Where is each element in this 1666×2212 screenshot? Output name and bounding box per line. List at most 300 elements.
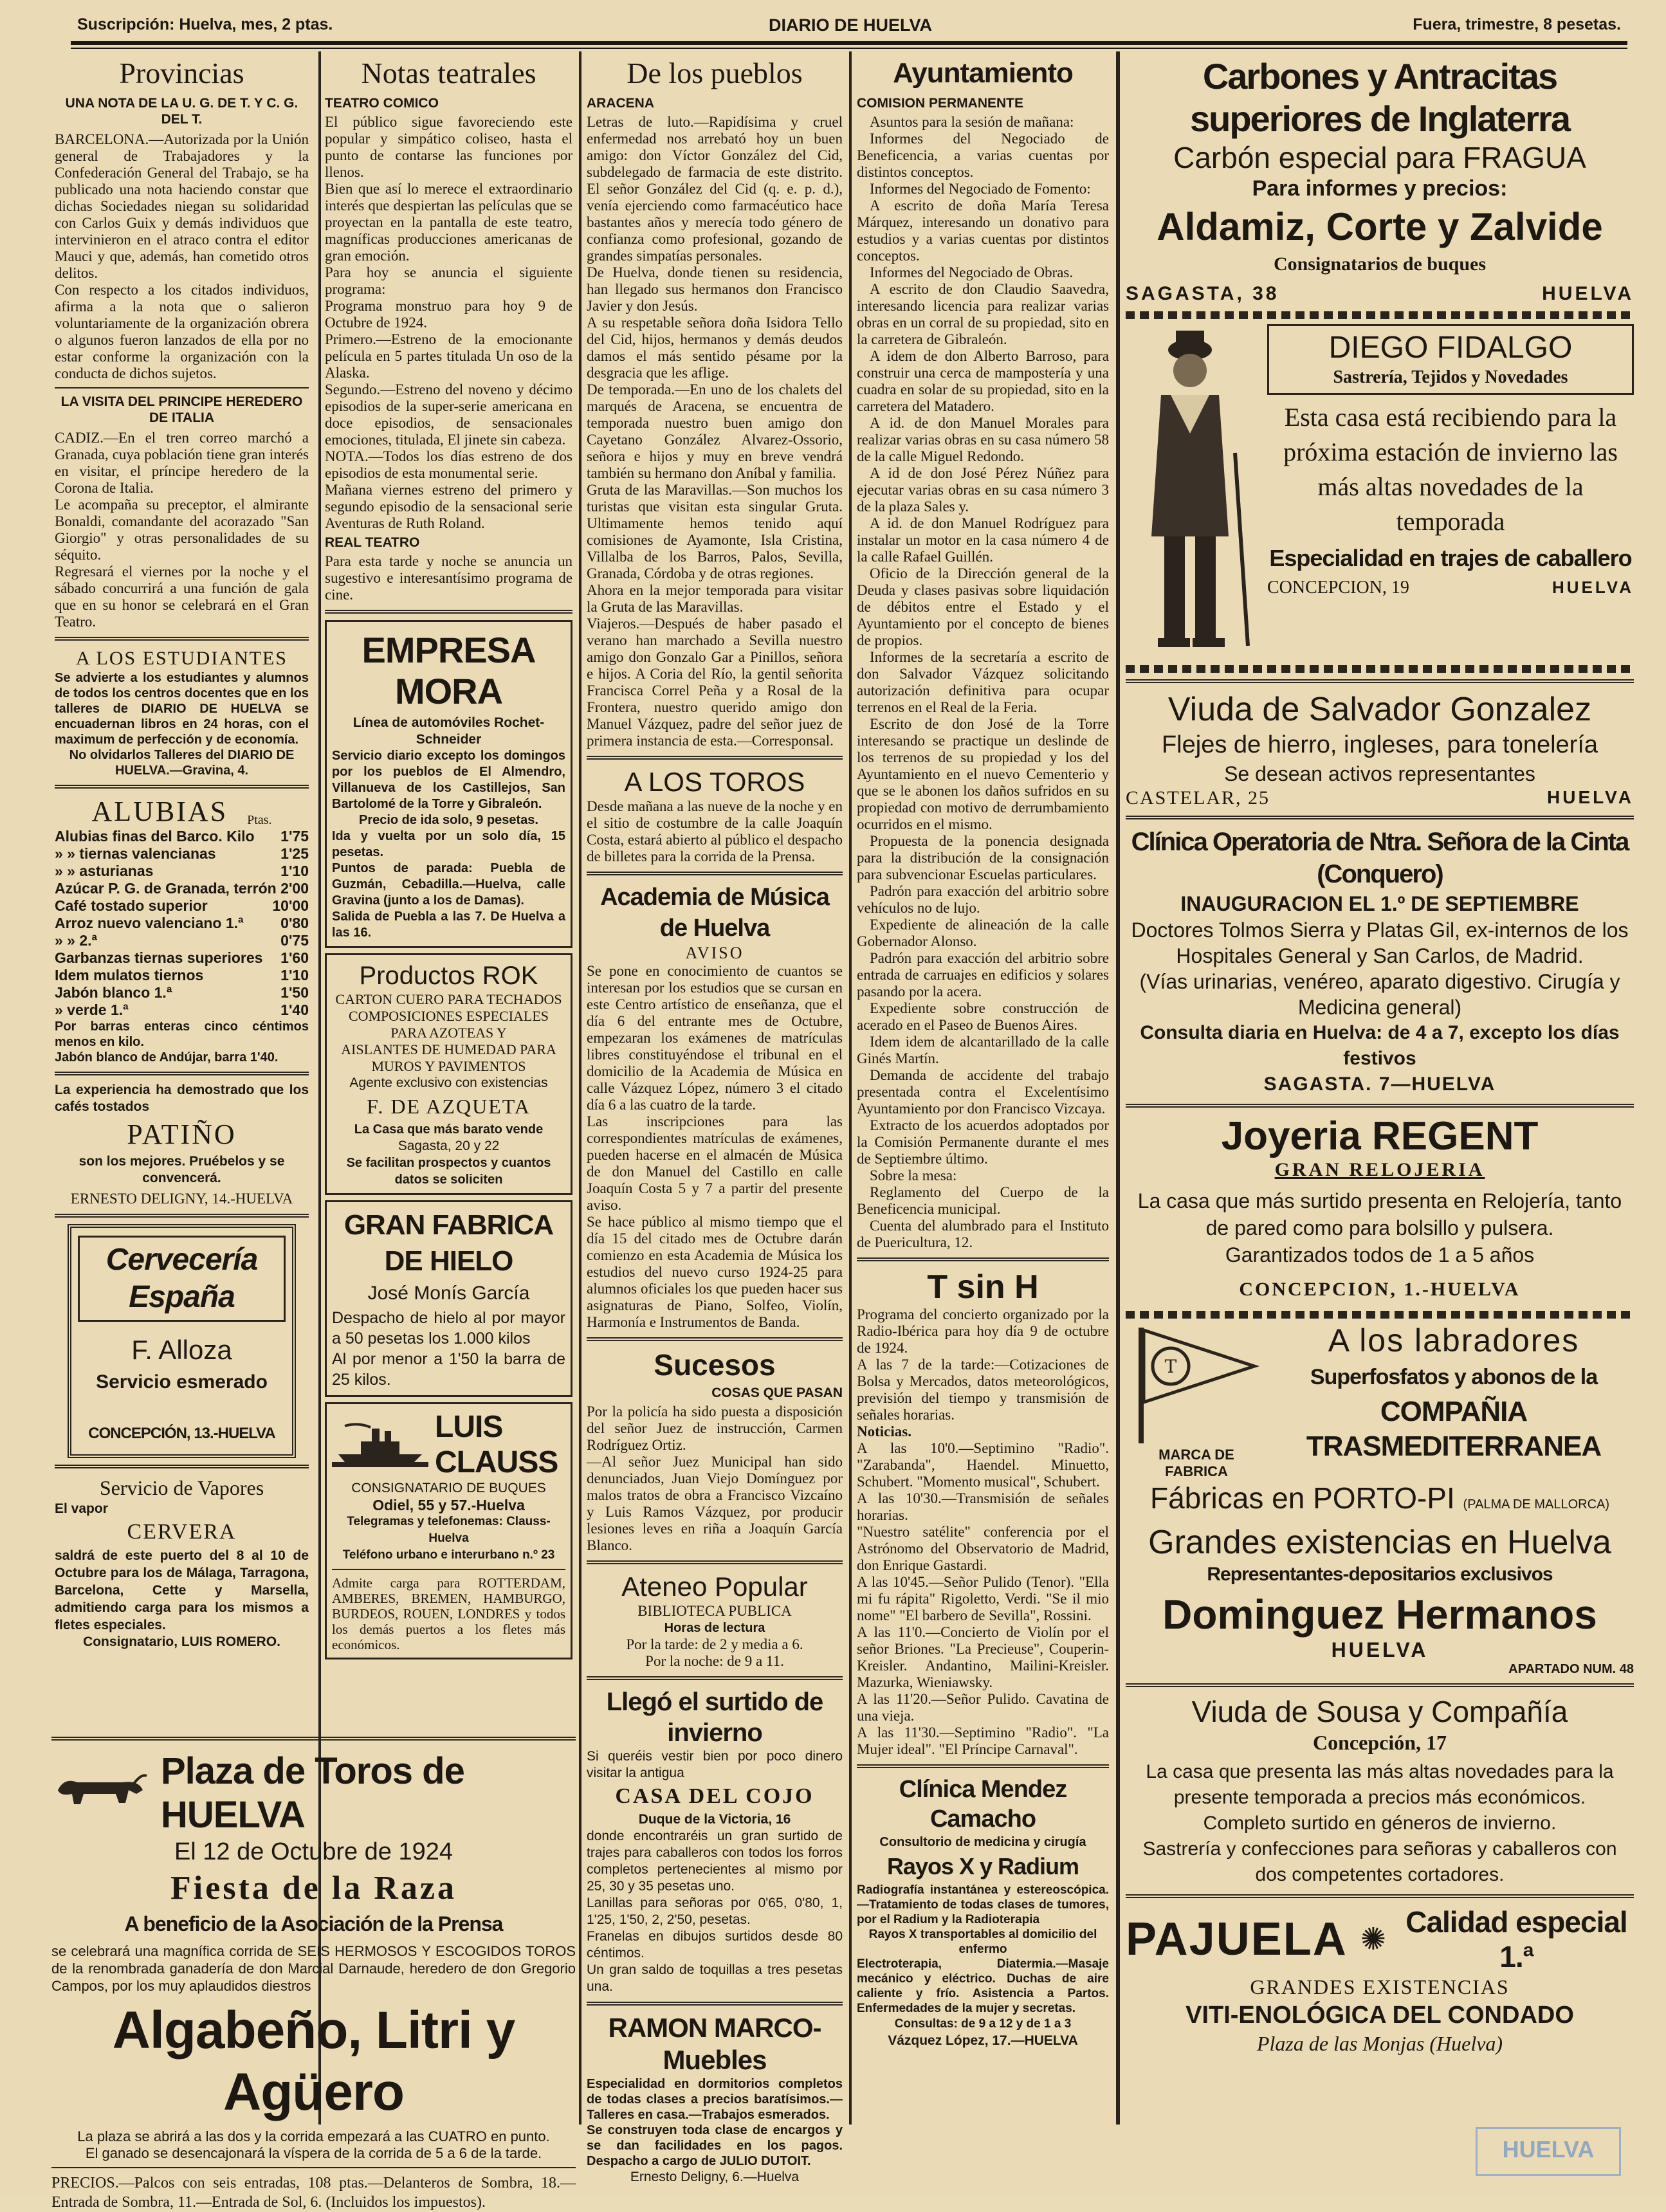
patino-text: son los mejores. Pruébelos y se convencerá. — [78, 1154, 285, 1185]
clinica-mendez-heading: Clínica Mendez Camacho — [899, 1776, 1067, 1833]
ramon-text: Se construyen toda clase de encargos y se dan facilidades en los pagos. Despacho a cargo de JULIO DUTOIT. — [587, 2123, 843, 2168]
marca-fabrica: MARCA DE FABRICA — [1158, 1447, 1234, 1479]
divider — [55, 1072, 309, 1075]
vapores-text: saldrá de este puerto del 8 al 10 de Octubre para los de Málaga, Tarragona, Barcelona, Cette y Marsella, admitiendo carga para los mismos a fletes especiales. — [55, 1548, 309, 1632]
teatro-paragraph: Para esta tarde y noche se anuncia un sugestivo e interesantísimo programa de cine. — [325, 553, 572, 603]
price-value: 1'10 — [280, 863, 309, 879]
diego-address: CONCEPCION, 19 — [1267, 578, 1409, 598]
teatro-paragraph: Mañana viernes estreno del primero y segundo episodio de la sensacional serie Aventuras de Ruth Roland. — [325, 482, 572, 531]
ornament-border — [1126, 311, 1634, 319]
a-los-toros-heading: A LOS TOROS — [624, 767, 805, 797]
price-row — [55, 1001, 309, 1019]
alubias-unit: Ptas. — [247, 813, 272, 827]
toreros-names: Algabeño, Litri y Agüero — [112, 2001, 515, 2121]
labradores-ad — [1126, 1321, 1634, 1480]
clinica-operatoria-name: Clínica Operatoria de Ntra. Señora de la Cinta (Conquero) — [1131, 828, 1629, 888]
pajuela-quality: Calidad especial 1.ª — [1405, 1905, 1627, 1973]
mora-name: EMPRESA MORA — [362, 630, 536, 711]
ramon-address: Ernesto Deligny, 6.—Huelva — [630, 2170, 800, 2184]
column-3 — [587, 55, 843, 2184]
divider — [55, 1214, 309, 1218]
rok-text: Agente exclusivo con existencias — [349, 1075, 548, 1090]
divider — [587, 756, 843, 760]
ateneo-text: Horas de lectura — [664, 1621, 765, 1635]
price-item: Idem mulatos tiernos — [55, 967, 204, 983]
invierno-text: Lanillas para señoras por 0'65, 0'80, 1, 1'25, 1'50, 2, 2'50, pesetas. — [587, 1896, 843, 1927]
labradores-text: Superfosfatos y abonos de la — [1310, 1365, 1598, 1389]
steamship-icon — [332, 1422, 428, 1467]
ateneo-text: Por la tarde: de 2 y media a 6. — [626, 1636, 803, 1652]
clinica-text: Consulta diaria en Huelva: de 4 a 7, excepto los días festivos — [1140, 1022, 1620, 1069]
ayuntamiento-item: A id de don José Pérez Núñez para ejecutar varias obras en su casa número 3 de la plaza Sales y. — [857, 465, 1109, 515]
divider — [51, 2167, 576, 2168]
column-rule — [1116, 51, 1120, 2125]
viuda-text: Se desean activos representantes — [1224, 762, 1535, 785]
ateneo-text: Por la noche: de 9 a 11. — [645, 1653, 784, 1669]
pueblos-paragraph: Letras de luto.—Rapidísima y cruel enfermedad nos arrebató hoy un buen amigo: don Víctor González del Cid, subdelegado de farmacia de este distrito. El señor González del Cid (q. e. p. d.), venía ejerciendo como farmacéutico hace bastantes años y merecía todo género de confianza como profesional, gozando de grandes simpatías personales. — [587, 114, 843, 264]
radio-text: Programa del concierto organizado por la Radio-Ibérica para hoy día 9 de octubre de 1924. — [857, 1306, 1109, 1356]
divider — [1126, 816, 1634, 819]
rok-text: CARTON CUERO PARA TECHADOS — [335, 991, 562, 1007]
joyeria-text: Garantizados todos de 1 a 5 años — [1225, 1243, 1535, 1266]
diego-fidalgo-ad — [1126, 324, 1634, 659]
aldamiz-firm: Aldamiz, Corte y Zalvide — [1157, 205, 1603, 248]
header-rule-thin — [71, 48, 1627, 49]
divider — [1126, 679, 1634, 683]
viuda-address-row — [1126, 787, 1634, 809]
divider — [857, 1764, 1109, 1768]
corrida-text: El ganado se desencajonará la víspera de la corrida de 5 a 6 de la tarde. — [85, 2145, 542, 2161]
price-item: Azúcar P. G. de Granada, terrón — [55, 880, 277, 897]
hielo-name: GRAN FABRICA DE HIELO — [343, 1209, 554, 1277]
mora-text: Servicio diario excepto los domingos por los pueblos de El Almendro, Villanueva de los Castillejos, San Bartolomé de la Torre y Gibraleón. — [332, 749, 565, 811]
sucesos-heading: Sucesos — [654, 1348, 776, 1382]
ayuntamiento-item: A id. de don Manuel Morales para realizar varias obras en su casa número 58 de la calle Miguel Redondo. — [857, 415, 1109, 464]
ornament-border — [1126, 665, 1634, 673]
fiesta-raza: Fiesta de la Raza — [170, 1870, 457, 1906]
svg-text:T: T — [1164, 1356, 1177, 1377]
cerveceria-service: Servicio esmerado — [96, 1371, 268, 1393]
ateneo-heading: Ateneo Popular — [621, 1571, 808, 1602]
fabrica-hielo-ad — [325, 1200, 572, 1397]
price-row — [55, 897, 309, 915]
price-row — [55, 863, 309, 880]
pajuela-name: PAJUELA — [1126, 1914, 1348, 1965]
price-row — [55, 984, 309, 1001]
teatro-paragraph: Para hoy se anuncia el siguiente programa: — [325, 264, 572, 297]
price-value: 1'10 — [280, 967, 309, 983]
price-value: 10'00 — [272, 897, 309, 914]
ayuntamiento-heading: Ayuntamiento — [893, 57, 1073, 89]
price-value: 0'75 — [280, 932, 309, 949]
sucesos-sub: COSAS QUE PASAN — [711, 1385, 843, 1400]
vapores-sub: El vapor — [55, 1501, 108, 1516]
column-2 — [325, 55, 572, 1732]
ayuntamiento-item: Informes de la secretaría a escrito de don Salvador Vázquez solicitando autorización definitiva para ocupar terrenos en el Real de la Feria. — [857, 649, 1109, 715]
academia-paragraph: Las inscripciones para las correspondientes matrículas de exámenes, pueden hacerse en el almacén de Música de don Manuel del Castillo en calle Joaquín Costa 5 y 7 a partir del presente aviso. — [587, 1113, 843, 1213]
sousa-address: Concepción, 17 — [1313, 1731, 1447, 1754]
price-item: Café tostado superior — [55, 897, 208, 914]
invierno-text: Si queréis vestir bien por poco dinero visitar la antigua — [587, 1749, 843, 1780]
radio-text: A las 11'0.—Concierto de Violín por el señor Briones. "La Precieuse", Couperin-Kreisler. Andantino, Mailini-Kreisler. Mazurka, Wieniawsky. — [857, 1624, 1109, 1690]
carbones-text: Para informes y precios: — [1252, 176, 1508, 201]
price-item: » » tiernas valencianas — [55, 845, 216, 862]
radio-text: "Nuestro satélite" conferencia por el Astrónomo del Observatorio de Madrid, don Enrique Gastardi. — [857, 1524, 1109, 1573]
labradores-heading: A los labradores — [1328, 1322, 1580, 1358]
mora-text: Precio de ida solo, 9 pesetas. — [358, 813, 538, 827]
hielo-owner: José Monís García — [367, 1283, 530, 1304]
porto-pi-text: Fábricas en PORTO-PI — [1149, 1481, 1455, 1515]
invierno-text: Franelas en dibujos surtidos desde 80 céntimos. — [587, 1929, 843, 1961]
ayuntamiento-item: Escrito de don José de la Torre interesando se practique un deslinde de los terrenos de su propiedad y los del Ayuntamiento en el nuevo Cementerio y que se le abonen los daños sufridos en su propiedad con motivo de derrumbamiento ocurridos en el mismo. — [857, 716, 1109, 832]
pajuela-address: Plaza de las Monjas (Huelva) — [1256, 2032, 1503, 2055]
mendez-text: Rayos X transportables al domicilio del enfermo — [868, 1928, 1097, 1956]
hielo-text: Al por menor a 1'50 la barra de 25 kilos. — [332, 1350, 565, 1389]
dominguez-firm: Dominguez Hermanos — [1162, 1591, 1597, 1638]
page-header — [71, 9, 1627, 40]
divider — [325, 610, 572, 614]
ayuntamiento-item: Informes del Negociado de Beneficencia, a varias cuentas por distintos conceptos. — [857, 131, 1109, 180]
viuda-text: Flejes de hierro, ingleses, para tonelería — [1161, 731, 1598, 758]
archive-stamp: HUELVA — [1476, 2127, 1621, 2176]
radio-text: A las 10'0.—Septimino "Radio". "Zarabanda", Haendel. Minuetto, Schubert. "Momento musical", Schubert. — [857, 1440, 1109, 1490]
mendez-rayos: Rayos X y Radium — [886, 1853, 1079, 1879]
price-row — [55, 915, 309, 932]
pueblos-paragraph: A su respetable señora doña Isidora Tello del Cid, hijos, hermanos y demás deudos damos el más sentido pésame por la desgracia que les aflige. — [587, 315, 843, 381]
divider — [55, 1465, 309, 1468]
corrida-text: La plaza se abrirá a las dos y la corrida empezará a las CUATRO en punto. — [77, 2128, 550, 2144]
provincias-paragraph: BARCELONA.—Autorizada por la Unión general de Trabajadores y la Confederación General del Trabajo, se ha publicado una nota haciendo constar que dichas Sociedades niegan su solidaridad con Carlos Guix y demás individuos que intervinieron en el atraco contra el editor Mauci y que, además, han cometido otros delitos. — [55, 131, 309, 281]
cerveceria-ad — [68, 1224, 296, 1458]
price-row — [55, 932, 309, 949]
provincias-heading: Provincias — [119, 57, 244, 89]
teatro-paragraph: El público sigue favoreciendo este popular y simpático coliseo, hasta el punto de contarse las funciones por llenos. — [325, 114, 572, 180]
mora-text: Salida de Puebla a las 7. De Huelva a las 16. — [332, 909, 565, 940]
carbones-text: Consignatarios de buques — [1273, 253, 1487, 275]
carbones-text: Carbón especial para FRAGUA — [1173, 141, 1586, 174]
visita-paragraph: Le acompaña su preceptor, el almirante Bonaldi, comandante del acorazado "San Giorgio" y otras personalidades de su séquito. — [55, 497, 309, 563]
sucesos-paragraph: Por la policía ha sido puesta a disposición del señor Juez de instrucción, Carmen Rodríguez Ortiz. — [587, 1403, 843, 1453]
divider — [587, 872, 843, 875]
teatro-paragraph: NOTA.—Todos los días estreno de dos episodios de esta monumental serie. — [325, 448, 572, 481]
price-value: 1'75 — [280, 828, 309, 845]
clinica-text: Doctores Tolmos Sierra y Platas Gil, ex-internos de los Hospitales General y San Carlos, de Madrid. — [1131, 919, 1629, 967]
rok-text: Se facilitan prospectos y cuantos datos se soliciten — [346, 1156, 551, 1187]
notas-teatrales-heading: Notas teatrales — [361, 57, 536, 89]
ayuntamiento-item: Informes del Negociado de Fomento: — [870, 181, 1091, 197]
price-row — [55, 880, 309, 897]
subscription-local: Suscripción: Huelva, mes, 2 ptas. — [77, 15, 333, 33]
price-item: » verde 1.ª — [55, 1001, 129, 1018]
patino-address: ERNESTO DELIGNY, 14.-HUELVA — [70, 1191, 293, 1207]
trasmediterranea: COMPAÑIA TRASMEDITERRANEA — [1306, 1396, 1602, 1462]
radio-text: A las 10'30.—Transmisión de señales horarias. — [857, 1490, 1109, 1523]
pueblos-paragraph: De temporada.—En uno de los chalets del marqués de Aracena, se encuentra de temporada nuestro buen amigo don Cayetano González Alvarez-Ossorio, señora e hijos y muy en breve vendrá también su hermano don Aníbal y familia. — [587, 381, 843, 481]
ayuntamiento-item: Asuntos para la sesión de mañana: — [870, 114, 1074, 130]
joyeria-name: Joyeria REGENT — [1221, 1114, 1539, 1158]
flag-trademark-icon — [1132, 1321, 1261, 1443]
vapores-ship: CERVERA — [127, 1520, 237, 1544]
cerveceria-name: Cervecería España — [78, 1236, 286, 1322]
clinica-operatoria-ad — [1126, 826, 1634, 1097]
representantes: Representantes-depositarios exclusivos — [1207, 1564, 1553, 1585]
sousa-text: La casa que presenta las más altas novedades para la presente temporada a precios más económicos. — [1146, 1761, 1614, 1808]
mora-text: Ida y vuelta por un solo día, 15 pesetas. — [332, 829, 565, 859]
mora-text: Puntos de parada: Puebla de Guzmán, Cebadilla.—Huelva, calle Gravina (junto a los de Damas). — [332, 861, 565, 908]
estudiantes-footer: No olvidarlos Talleres del DIARIO DE HUELVA.—Gravina, 4. — [69, 748, 295, 778]
divider — [55, 637, 309, 641]
ayuntamiento-item: Expediente de alineación de la calle Gobernador Alonso. — [857, 917, 1109, 949]
casa-del-cojo: CASA DEL COJO — [615, 1784, 814, 1808]
ayuntamiento-item: Demanda de accidente del trabajo presentada contra el Excelentísimo Ayuntamiento por don Francisco Vizcaya. — [857, 1067, 1109, 1117]
carbones-address: SAGASTA, 38 — [1126, 283, 1279, 304]
sousa-text: Completo surtido en géneros de invierno. — [1203, 1813, 1557, 1834]
de-los-pueblos-heading: De los pueblos — [627, 57, 803, 89]
price-item: Alubias finas del Barco. Kilo — [55, 828, 255, 845]
dominguez-city: HUELVA — [1331, 1638, 1429, 1661]
ayuntamiento-item: Propuesta de la ponencia designada para la distribución de la consignación para subvencionar Escuelas particulares. — [857, 833, 1109, 882]
corrida-text: se celebrará una magnífica corrida de SEIS HERMOSOS Y ESCOGIDOS TOROS de la renombrada ganadería de don Marcial Darnaude, heredero de don Gregorio Campos, por los muy aplaudidos diestros — [51, 1943, 576, 1994]
clauss-text: Admite carga para ROTTERDAM, AMBERES, BREMEN, HAMBURGO, BURDEOS, ROUEN, LONDRES y todos los demás puertos a los fletes más económicos. — [332, 1575, 565, 1652]
viuda-sousa-name: Viuda de Sousa y Compañía — [1191, 1695, 1568, 1728]
mendez-text: Consultorio de medicina y cirugía — [879, 1835, 1086, 1849]
mendez-text: Consultas: de 9 a 12 y de 1 a 3 — [894, 2017, 1072, 2031]
diego-specialty: Especialidad en trajes de caballero — [1269, 545, 1632, 571]
price-row — [55, 845, 309, 863]
viuda-city: HUELVA — [1547, 787, 1634, 807]
joyeria-sub: GRAN RELOJERIA — [1274, 1159, 1485, 1180]
precios-text: PRECIOS.—Palcos con seis entradas, 108 ptas.—Delanteros de Sombra, 18.—Entrada de Sombra, 11.—Entrada de Sol, 6. (Incluidos los impuestos). — [51, 2175, 576, 2211]
carbones-heading: Carbones y Antracitas superiores de Inglaterra — [1189, 56, 1570, 139]
viuda-gonzalez-ad — [1126, 690, 1634, 809]
sousa-text: Sastrería y confecciones para señoras y caballeros con dos competentes cortadores. — [1142, 1838, 1617, 1885]
column-rule — [849, 51, 852, 2125]
alubias-heading: ALUBIAS — [91, 796, 228, 827]
sucesos-paragraph: —Al señor Juez Municipal han sido denunciados, Juan Viejo Domínguez por malos tratos de obra a Francisco Vizcaíno y Luis Ramos Vázquez, por producir lesiones leves en riña a Joaquín García Blanco. — [587, 1454, 843, 1553]
rok-text: AISLANTES DE HUMEDAD PARA MUROS Y PAVIMENTOS — [341, 1041, 556, 1074]
dominguez-ad — [1126, 1480, 1634, 1677]
teatro-paragraph: Programa monstruo para hoy 9 de Octubre de 1924. — [325, 298, 572, 331]
radio-text: A las 11'30.—Septimino "Radio". "La Mujer ideal". "El Príncipe Carnaval". — [857, 1724, 1109, 1757]
corrida-date: El 12 de Octubre de 1924 — [174, 1838, 453, 1865]
price-item: » » 2.ª — [55, 932, 98, 949]
ornament-border — [1126, 1311, 1634, 1319]
estudiantes-notice: Se advierte a los estudiantes y alumnos de todos los centros docentes que en los talleres de DIARIO DE HUELVA se encuadernan libros en 24 horas, con el maximum de perfección y de economía. — [55, 671, 309, 747]
teatro-paragraph: Segundo.—Estreno del noveno y décimo episodios de la super-serie americana en doce episodios, de sensacionales emociones, titulada, El jinete sin cabeza. — [325, 381, 572, 448]
divider — [332, 1569, 565, 1570]
empresa-mora-ad — [325, 620, 572, 948]
diego-text: Esta casa está recibiendo para la próxima estación de invierno las más altas novedades de la temporada — [1283, 403, 1618, 536]
hielo-text: Despacho de hielo al por mayor a 50 pesetas los 1.000 kilos — [332, 1309, 565, 1348]
diego-text: Sastrería, Tejidos y Novedades — [1333, 367, 1568, 387]
cerveceria-address: CONCEPCIÓN, 13.-HUELVA — [88, 1425, 275, 1442]
palma-mallorca: (PALMA DE MALLORCA) — [1463, 1497, 1610, 1512]
pajuela-text: VITI-ENOLÓGICA DEL CONDADO — [1185, 2002, 1574, 2029]
radio-text: A las 11'20.—Señor Pulido. Cavatina de una vieja. — [857, 1691, 1109, 1724]
price-value: 2'00 — [280, 880, 309, 897]
clinica-address: SAGASTA. 7—HUELVA — [1263, 1074, 1496, 1095]
clauss-name: LUIS CLAUSS — [435, 1410, 558, 1479]
real-teatro-subhead: REAL TEATRO — [325, 535, 420, 550]
column-rule — [579, 51, 581, 2125]
ayuntamiento-item: Oficio de la Dirección general de la Deuda y clases pasivas sobre liquidación de débitos entre el Estado y el Ayuntamiento por el concepto de bienes de propios. — [857, 565, 1109, 648]
provincias-subhead: UNA NOTA DE LA U. G. DE T. Y C. G. DEL T. — [65, 96, 298, 127]
clauss-text: Teléfono urbano e interurbano n.º 23 — [342, 1548, 555, 1562]
patino-brand: PATIÑO — [127, 1119, 237, 1150]
productos-rok-ad — [325, 953, 572, 1195]
plaza-toros-heading: Plaza de Toros de HUELVA — [161, 1750, 464, 1836]
visita-paragraph: Regresará el viernes por la noche y el sábado concurrirá a una función de gala que en su honor se celebrará en el Gran Teatro. — [55, 563, 309, 630]
radio-text: A las 7 de la tarde:—Cotizaciones de Bolsa y Mercados, datos meteorológicos, previsión del tiempo y transmisión de señales horarias. — [857, 1357, 1109, 1423]
price-item: Jabón blanco 1.ª — [55, 984, 172, 1001]
rok-name: Productos ROK — [359, 962, 538, 990]
divider — [857, 1257, 1109, 1261]
ayuntamiento-item: Padrón para exacción del arbitrio sobre entrada de carruajes en edificios y solares pasando por la acera. — [857, 950, 1109, 1000]
radio-text: Noticias. — [857, 1423, 911, 1440]
price-value: 1'40 — [280, 1001, 309, 1018]
ramon-text: Especialidad en dormitorios completos de todas clases a precios baratísimos.—Talleres en casa.—Trabajos esmerados. — [587, 2077, 843, 2122]
divider — [587, 1337, 843, 1341]
teatro-paragraph: Bien que así lo merece el extraordinario interés que despiertan las películas que se proyectan en la pantalla de este teatro, magníficas producciones americanas de gran emoción. — [325, 181, 572, 264]
plaza-toros-ad — [51, 1737, 576, 2211]
mora-sub: Línea de automóviles Rochet-Schneider — [352, 715, 545, 747]
ayuntamiento-item: Idem idem de alcantarillado de la calle Ginés Martín. — [857, 1034, 1109, 1066]
ramon-marco-heading: RAMON MARCO-Muebles — [608, 2013, 821, 2075]
divider — [587, 1560, 843, 1564]
carbones-city: HUELVA — [1542, 283, 1634, 304]
divider — [587, 1676, 843, 1680]
rok-address: Sagasta, 20 y 22 — [398, 1138, 500, 1153]
academia-heading: Academia de Música de Huelva — [600, 884, 829, 942]
price-note: Jabón blanco de Andújar, barra 1'40. — [55, 1050, 279, 1065]
teatro-paragraph: Primero.—Estreno de la emocionante película en 5 partes titulada Un oso de la Alaska. — [325, 331, 572, 381]
provincias-paragraph: Con respecto a los citados individuos, afirma a la nota que o salieron voluntariamente de la organización obrera o algunos fueron lanzados de ella por no estar conforme la organización con la conducta de dichos sujetos. — [55, 282, 309, 381]
subscription-outside: Fuera, trimestre, 8 pesetas. — [1413, 15, 1621, 33]
price-row — [55, 967, 309, 984]
teatro-comico-subhead: TEATRO COMICO — [325, 96, 439, 111]
ayuntamiento-items — [857, 114, 1109, 1251]
pajuela-text: GRANDES EXISTENCIAS — [1250, 1975, 1510, 1998]
pueblos-paragraph: Gruta de las Maravillas.—Son muchos los turistas que visitan esta singular Gruta. Ultimamente hemos tenido aquí comisiones de Ayamonte, Isla Cristina, Villalba de los Barros, Palos, Sevilla, Granada, Córdoba y de otras regiones. — [587, 482, 843, 581]
estudiantes-heading: A LOS ESTUDIANTES — [75, 648, 288, 669]
vapores-consignee: Consignatario, LUIS ROMERO. — [83, 1634, 280, 1649]
joyeria-regent-ad — [1126, 1114, 1634, 1301]
price-row — [55, 949, 309, 967]
existencias-huelva: Grandes existencias en Huelva — [1148, 1524, 1611, 1561]
price-item: Arroz nuevo valenciano 1.ª — [55, 915, 244, 931]
price-value: 0'80 — [280, 915, 309, 931]
divider — [587, 2002, 843, 2006]
invierno-text: Un gran saldo de toquillas a tres pesetas una. — [587, 1962, 843, 1994]
ayuntamiento-item: Informes del Negociado de Obras. — [870, 264, 1074, 280]
mendez-text: Radiografía instantánea y estereoscópica.—Tratamiento de todas clases de tumores, por el Radium y la Radioterapia — [857, 1883, 1109, 1926]
divider — [1126, 1894, 1634, 1898]
bull-icon — [51, 1771, 148, 1816]
rok-text: La Casa que más barato vende — [354, 1122, 544, 1137]
divider — [55, 785, 309, 789]
apartado: APARTADO NUM. 48 — [1508, 1662, 1634, 1676]
viuda-address: CASTELAR, 25 — [1126, 787, 1270, 809]
invierno-heading: Llegó el surtido de invierno — [606, 1688, 823, 1747]
price-item: » » asturianas — [55, 863, 154, 879]
alubias-header — [55, 795, 309, 828]
masthead: DIARIO DE HUELVA — [769, 15, 933, 35]
price-row — [55, 828, 309, 845]
gentleman-figure-icon — [1126, 324, 1261, 659]
ayuntamiento-item: Extracto de los acuerdos adoptados por la Comisión Permanente durante el mes de Septiembre último. — [857, 1117, 1109, 1167]
ayuntamiento-item: A id. de don Manuel Rodríguez para instalar un motor en la casa número 4 de la calle Rafael Guillén. — [857, 515, 1109, 565]
divider — [1126, 1683, 1634, 1687]
price-value: 1'60 — [280, 949, 309, 966]
ayuntamiento-item: Cuenta del alumbrado para el Instituto de Puericultura, 12. — [857, 1218, 1109, 1250]
ayuntamiento-item: Padrón para exacción del arbitrio sobre vehículos no de lujo. — [857, 883, 1109, 916]
patino-intro: La experiencia ha demostrado que los cafés tostados — [55, 1083, 309, 1114]
mendez-text: Electroterapia, Diatermia.—Masaje mecánico y eléctrico. Duchas de aire caliente y frío. Asistencia a Partos. Enfermedades de la mujer y secretas. — [857, 1957, 1109, 2015]
cerveceria-owner: F. Alloza — [131, 1335, 232, 1365]
radio-text: A las 10'45.—Señor Pulido (Tenor). "Ella mi fu rápita" Rigoletto, Verdi. "Se il mio nome" "El barbero de Sevilla", Rossini. — [857, 1574, 1109, 1623]
rok-text: COMPOSICIONES ESPECIALES PARA AZOTEAS Y — [348, 1008, 549, 1041]
pajuela-ad — [1126, 1905, 1634, 2056]
viuda-gonzalez-name: Viuda de Salvador Gonzalez — [1167, 691, 1592, 728]
divider — [55, 387, 309, 388]
pueblos-paragraph: Viajeros.—Después de haber pasado el verano han marchado a Sevilla nuestro amigo don Gonzalo Gar a Pinillos, señora e hijos. A Coria del Río, la gentil señorita Francisca Correl Peña y a Rosal de la Frontera, nuestro querido amigo don Manuel Vázquez, padre del señor juez de primera instancia de esta.—Corresponsal. — [587, 616, 843, 749]
column-1 — [55, 55, 309, 1732]
viuda-sousa-ad — [1126, 1694, 1634, 1888]
flower-icon: ✺ — [1360, 1923, 1386, 1957]
column-5 — [1126, 55, 1634, 2125]
clinica-text: (Vías urinarias, venéreo, aparato digestivo. Cirugía y Medicina general) — [1139, 970, 1620, 1019]
t-sin-h-heading: T sin H — [927, 1268, 1039, 1306]
carbones-ad — [1126, 55, 1634, 305]
price-item: Garbanzas tiernas superiores — [55, 949, 263, 966]
aracena-subhead: ARACENA — [587, 96, 654, 111]
diego-address-row — [1267, 578, 1634, 598]
clauss-address: Odiel, 55 y 57.-Huelva — [372, 1497, 525, 1513]
price-value: 1'25 — [280, 845, 309, 862]
academia-paragraph: Se pone en conocimiento de cuantos se interesan por los estudios que se cursan en este Centro artístico de enseñanza, que el día 6 del entrante mes de Octubre, empezaran los exámenes de matrículas libres constituyéndose el tribunal en el domicilio de la Academia de Música en calle Vázquez López, número 3 el citado día 6 a las cuatro de la tarde. — [587, 963, 843, 1113]
joyeria-address: CONCEPCION, 1.-HUELVA — [1239, 1279, 1521, 1300]
price-list — [55, 828, 309, 1019]
carbones-address-row — [1126, 283, 1634, 305]
ayuntamiento-item: Reglamento del Cuerpo de la Beneficencia municipal. — [857, 1184, 1109, 1217]
price-value: 1'50 — [280, 984, 309, 1001]
comision-subhead: COMISION PERMANENTE — [857, 96, 1024, 111]
diego-city: HUELVA — [1552, 578, 1634, 597]
ayuntamiento-item: A idem de don Alberto Barroso, para construir una cerca de mampostería y una cuadra en solar de su propiedad, sito en la carretera del Matadero. — [857, 348, 1109, 414]
rok-agent: F. DE AZQUETA — [367, 1095, 531, 1118]
visita-paragraph: CADIZ.—En el tren correo marchó a Granada, cuya población tiene gran interés en visitar, el príncipe heredero de la Corona de Italia. — [55, 430, 309, 496]
invierno-address: Duque de la Victoria, 16 — [638, 1812, 791, 1827]
invierno-text: donde encontraréis un gran surtido de trajes para caballeros con todos los forros completos pertenecientes al mismo por 25, 30 y 35 pesetas uno. — [587, 1829, 843, 1894]
academia-sub: AVISO — [685, 944, 744, 962]
clauss-text: CONSIGNATARIO DE BUQUES — [351, 1481, 546, 1495]
diego-name: DIEGO FIDALGO — [1328, 331, 1573, 365]
pueblos-paragraph: Ahora en la mejor temporada para visitar la Gruta de las Maravillas. — [587, 582, 843, 615]
beneficio: A beneficio de la Asociación de la Prensa — [124, 1912, 503, 1935]
ayuntamiento-item: A escrito de doña María Teresa Márquez, interesando un donativo para estudios y a varias cuentas por distintos conceptos. — [857, 197, 1109, 264]
toros-paragraph: Desde mañana a las nueve de la noche y en el sitio de costumbre de la calle Joaquín Costa, estará abierto al público el despacho de billetes para la corrida de la Prensa. — [587, 798, 843, 864]
mendez-address: Vázquez López, 17.—HUELVA — [888, 2033, 1078, 2048]
ayuntamiento-item: A escrito de don Claudio Saavedra, interesando licencia para realizar varias obras en un corral de su propiedad, sito en la carretera de Gibraleón. — [857, 281, 1109, 347]
pueblos-paragraph: De Huelva, donde tienen su residencia, han llegado sus hermanos don Francisco Javier y don Jesús. — [587, 264, 843, 314]
academia-paragraph: Se hace público al mismo tiempo que el día 15 del citado mes de Octubre darán comienzo en esta Academia de Música los estudios del nuevo curso 1924-25 para alumnos oficiales los que pueden hacer sus asignaturas de Piano, Solfeo, Violín, Harmonía e Instrumentos de Banda. — [587, 1214, 843, 1330]
divider — [1126, 1104, 1634, 1108]
ateneo-text: BIBLIOTECA PUBLICA — [637, 1603, 792, 1619]
ayuntamiento-item: Expediente sobre construcción de acerado en el Paseo de Buenos Aires. — [857, 1000, 1109, 1033]
column-4 — [857, 55, 1109, 2125]
price-note: Por barras enteras cinco céntimos menos en kilo. — [55, 1019, 309, 1049]
clauss-text: Telegramas y telefonemas: Clauss-Huelva — [347, 1515, 551, 1545]
